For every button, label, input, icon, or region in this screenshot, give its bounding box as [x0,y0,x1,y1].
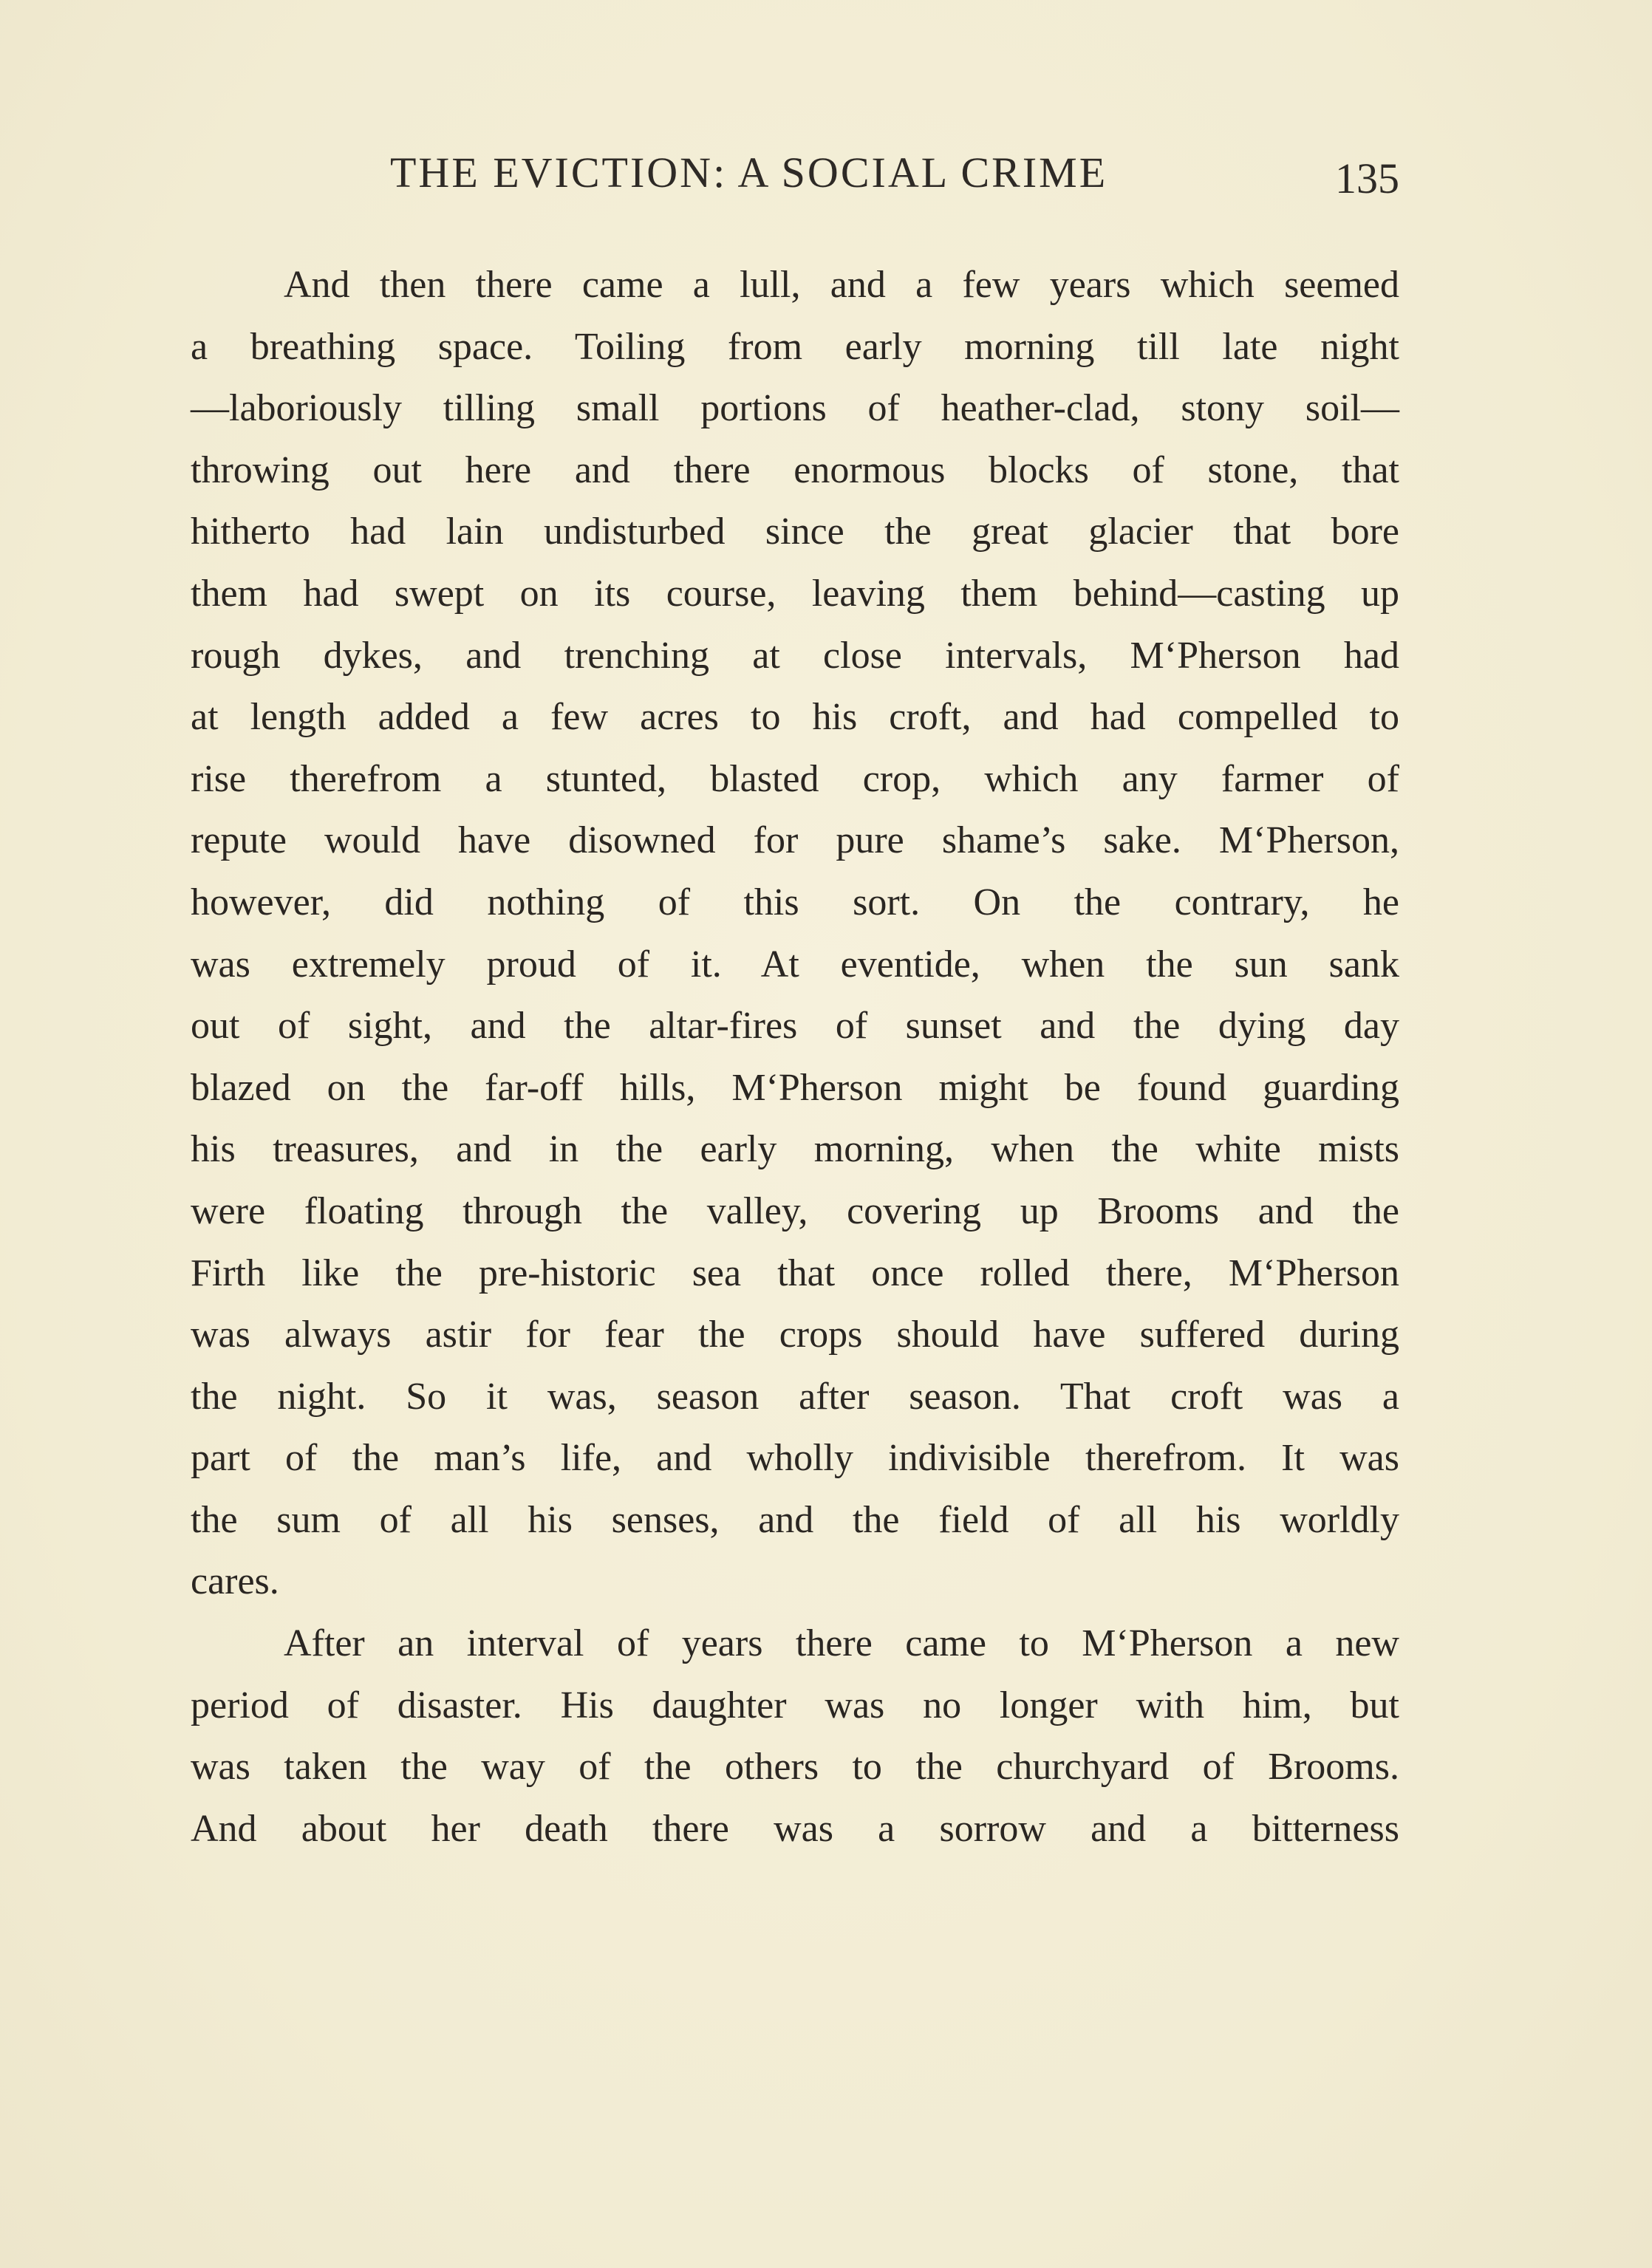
text-line: was always astir for fear the crops should have suffered during [191,1314,1399,1356]
text-line: period of disaster. His daughter was no longer with him, but [191,1684,1399,1726]
text-line: was taken the way of the others to the churchyard of Brooms. [191,1746,1399,1789]
paragraph-2 [191,1613,1399,1859]
text-line: out of sight, and the altar-fires of sunset and the dying day [191,1005,1399,1048]
text-line: the sum of all his senses, and the field of all his worldly [191,1498,1399,1541]
page-number: 135 [1335,154,1399,202]
text-line: however, did nothing of this sort. On the contrary, he [191,881,1399,923]
text-line: rough dykes, and trenching at close intervals, M‘Pherson had [191,634,1399,677]
text-line: was extremely proud of it. At eventide, when the sun sank [191,943,1399,986]
text-line: them had swept on its course, leaving them behind—casting up [191,572,1399,615]
text-line: throwing out here and there enormous blocks of stone, that [191,448,1399,491]
text-line: part of the man’s life, and wholly indivisible therefrom. It was [191,1437,1399,1480]
text-line: —laboriously tilling small portions of heather-clad, stony soil— [191,387,1399,430]
paragraph-1 [191,254,1399,1613]
text-line: Firth like the pre-historic sea that once rolled there, M‘Pherson [191,1251,1399,1294]
text-line: his treasures, and in the early morning, when the white mists [191,1128,1399,1171]
text-line: hitherto had lain undisturbed since the great glacier that bore [191,510,1399,553]
running-head [191,148,1399,207]
text-line: cares. [191,1560,279,1603]
body-text [191,254,1399,1859]
text-line: the night. So it was, season after season. That croft was a [191,1375,1399,1418]
chapter-title: THE EVICTION: A SOCIAL CRIME [390,148,1108,197]
text-line: And then there came a lull, and a few years which seemed [284,264,1399,306]
text-line: were floating through the valley, covering up Brooms and the [191,1189,1399,1232]
text-line: And about her death there was a sorrow and a bitterness [191,1807,1399,1850]
text-line: blazed on the far-off hills, M‘Pherson might be found guarding [191,1066,1399,1109]
text-line: repute would have disowned for pure shame’s sake. M‘Pherson, [191,819,1399,862]
text-line: rise therefrom a stunted, blasted crop, which any farmer of [191,757,1399,800]
text-line: at length added a few acres to his croft, and had compelled to [191,696,1399,739]
text-line: a breathing space. Toiling from early morning till late night [191,325,1399,368]
text-line: After an interval of years there came to M‘Pherson a new [284,1622,1399,1665]
